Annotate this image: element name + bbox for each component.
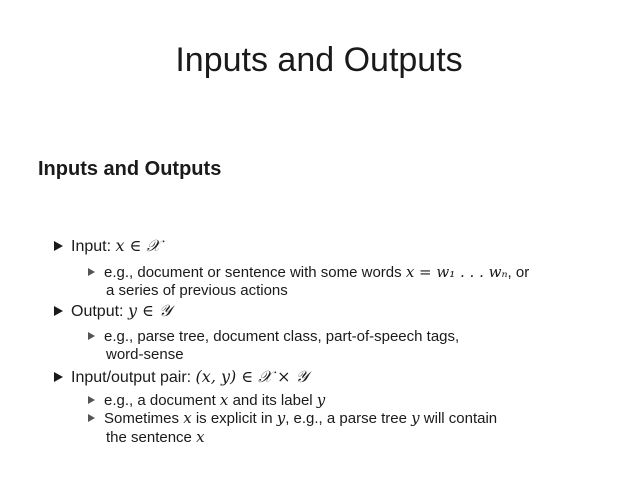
sub-bullet-text: the sentence — [106, 429, 192, 446]
sub-bullet-text: will contain — [423, 410, 498, 427]
math-expression: x ∈ 𝒳 — [115, 236, 161, 255]
math-variable: x — [196, 428, 205, 446]
bullet-input-output-pair — [54, 367, 308, 388]
sub-bullet-pair-explicit — [88, 409, 497, 428]
bullet-label: Input/output pair: — [71, 369, 192, 386]
bullet-triangle-icon — [54, 372, 63, 382]
math-expression: (x, y) ∈ 𝒳 × 𝒴 — [195, 367, 309, 386]
sub-bullet-text: , e.g., a parse tree — [285, 410, 407, 427]
bullet-triangle-icon — [54, 306, 63, 316]
sub-bullet-continuation — [106, 428, 205, 447]
math-expression: x = w₁ . . . wₙ — [405, 263, 508, 281]
section-heading: Inputs and Outputs — [38, 158, 222, 180]
sub-bullet-text: e.g., document or sentence with some words — [104, 264, 402, 281]
sub-bullet-text: e.g., a document — [104, 392, 216, 409]
sub-bullet-triangle-icon — [88, 414, 95, 422]
bullet-label: Input: — [71, 238, 112, 255]
math-variable: y — [316, 391, 326, 409]
sub-bullet-text: and its label — [232, 392, 313, 409]
sub-bullet-triangle-icon — [88, 332, 95, 340]
slide-title: Inputs and Outputs — [175, 41, 463, 79]
math-variable: x — [219, 391, 229, 409]
bullet-label: Output: — [71, 303, 124, 320]
sub-bullet-triangle-icon — [88, 396, 95, 404]
sub-bullet-text-tail: , or — [507, 264, 530, 281]
sub-bullet-output-example — [88, 327, 459, 346]
math-variable: x — [183, 409, 192, 427]
bullet-input — [54, 236, 160, 257]
math-variable: y — [276, 409, 286, 427]
sub-bullet-continuation: a series of previous actions — [106, 282, 288, 299]
sub-bullet-text: e.g., parse tree, document class, part-of-speech tags, — [104, 328, 460, 345]
sub-bullet-pair-example — [88, 391, 325, 410]
sub-bullet-text: is explicit in — [195, 410, 273, 427]
sub-bullet-triangle-icon — [88, 268, 95, 276]
sub-bullet-input-example — [88, 263, 529, 282]
sub-bullet-continuation: word-sense — [106, 346, 184, 363]
bullet-output — [54, 301, 172, 322]
sub-bullet-text: Sometimes — [104, 410, 180, 427]
math-variable: y — [411, 409, 420, 427]
math-expression: y ∈ 𝒴 — [127, 301, 172, 320]
bullet-triangle-icon — [54, 241, 63, 251]
